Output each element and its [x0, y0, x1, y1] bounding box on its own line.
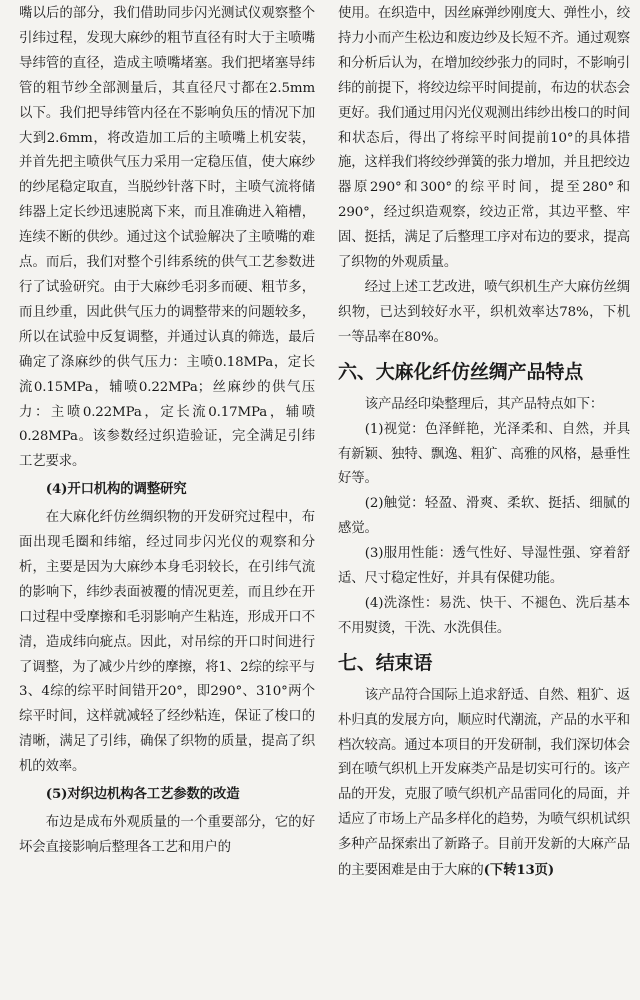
- feature-item: (4)洗涤性：易洗、快干、不褪色、洗后基本不用熨烫，干洗、水洗俱佳。: [338, 595, 630, 636]
- feature-item: (1)视觉：色泽鲜艳，光泽柔和、自然，并具有新颖、独特、飘逸、粗犷、高雅的风格，悬垂性好等。: [338, 421, 630, 487]
- right-column: [338, 2, 630, 884]
- paragraph: 嘴以后的部分，我们借助同步闪光测试仪观察整个引纬过程，发现大麻纱的粗节直径有时大于主喷嘴导纬管的直径，造成主喷嘴堵塞。我们把堵塞导纬管的粗节纱全部测量后，其直径尺寸都在2.5mm以下。我们把导纬管内径在不影响负压的情况下加大到2.6mm，将改造加工后的主喷嘴上机安装，并首先把主喷供气压力采用一定稳压值，使大麻纱的纱尾稳定取直，当脱纱针落下时，主喷气流将储纬器上定长纱迅速脱离下来，而且准确进入箱槽，连续不断的供纱。通过这个试验解决了主喷嘴的难点。而后，我们对整个引纬系统的供气工艺参数进行了试验研究。由于大麻纱毛羽多而硬、粗节多，而且纱重，因此供气压力的调整带来的问题较多，所以在试验中反复调整，并通过认真的筛选，最后确定了涤麻纱的供气压力：主喷0.18MPa，定长流0.15MPa，辅喷0.22MPa；丝麻纱的供气压力：主喷0.22MPa，定长流0.17MPa，辅喷0.28MPa。该参数经过织造验证，完全满足引纬工艺要求。: [19, 6, 315, 470]
- paragraph: 该产品经印染整理后，其产品特点如下：: [364, 396, 604, 412]
- section-heading: 六、大麻化纤仿丝绸产品特点: [338, 360, 584, 383]
- left-column: [19, 2, 315, 861]
- section-heading: 七、结束语: [338, 651, 433, 674]
- paragraph: 经过上述工艺改进，喷气织机生产大麻仿丝绸织物，已达到较好水平，织机效率达78%，下机一等品率在80%。: [338, 279, 630, 345]
- paragraph-text: 该产品符合国际上追求舒适、自然、粗犷、返朴归真的发展方向，顺应时代潮流，产品的水平和档次较高。通过本项目的开发研制，我们深切体会到在喷气织机上开发麻类产品是切实可行的。该产品的开发，克服了喷气织机产品雷同化的局面，并适应了市场上产品多样化的趋势，为喷气织机试织多种产品探索出了新路子。目前开发新的大麻产品的主要困难是由于大麻的: [338, 687, 630, 879]
- feature-item: (3)服用性能：透气性好、导湿性强、穿着舒适、尺寸稳定性好，并具有保健功能。: [338, 546, 630, 587]
- continued-note: (下转13页): [483, 862, 555, 879]
- paragraph: 在大麻化纤仿丝绸织物的开发研究过程中，布面出现毛圈和纬缩，经过同步闪光仪的观察和分析，主要是因为大麻纱本身毛羽较长，在引纬气流的影响下，纬纱表面被覆的情况更差，而且纱在开口过程中受摩擦和毛羽影响产生粘连，形成开口不清，造成纬向疵点。因此，对吊综的开口时间进行了调整，为了减少片纱的摩擦，将1、2综的综平与3、4综的综平时间错开20°，即290°、310°两个综平时间，这样就减轻了经纱粘连，保证了梭口的清晰，满足了引纬，确保了织物的质量，提高了织机的效率。: [19, 510, 315, 775]
- paragraph: 使用。在织造中，因丝麻弹纱刚度大、弹性小，绞持力小而产生松边和废边纱及长短不齐。通过观察和分析后认为，在增加绞纱张力的同时，不影响引纬的前提下，将绞边综平时间提前，布边的状态会更好。我们通过用闪光仪观测出纬纱出梭口的时间和状态后，得出了将综平时间提前10°的具体措施，这样我们将绞纱弹簧的张力增加，并且把绞边器原290°和300°的综平时间，提至280°和290°，经过织造观察，绞边正常，其边平整、牢固、挺括，满足了后整理工序对布边的要求，提高了织物的外观质量。: [338, 6, 630, 271]
- paragraph: 布边是成布外观质量的一个重要部分，它的好坏会直接影响后整理各工艺和用户的: [19, 815, 315, 855]
- feature-item: (2)触觉：轻盈、滑爽、柔软、挺括、细腻的感觉。: [338, 496, 630, 537]
- paragraph: [338, 684, 630, 884]
- subsection-heading: (5)对织边机构各工艺参数的改造: [45, 786, 240, 803]
- subsection-heading: (4)开口机构的调整研究: [45, 481, 187, 498]
